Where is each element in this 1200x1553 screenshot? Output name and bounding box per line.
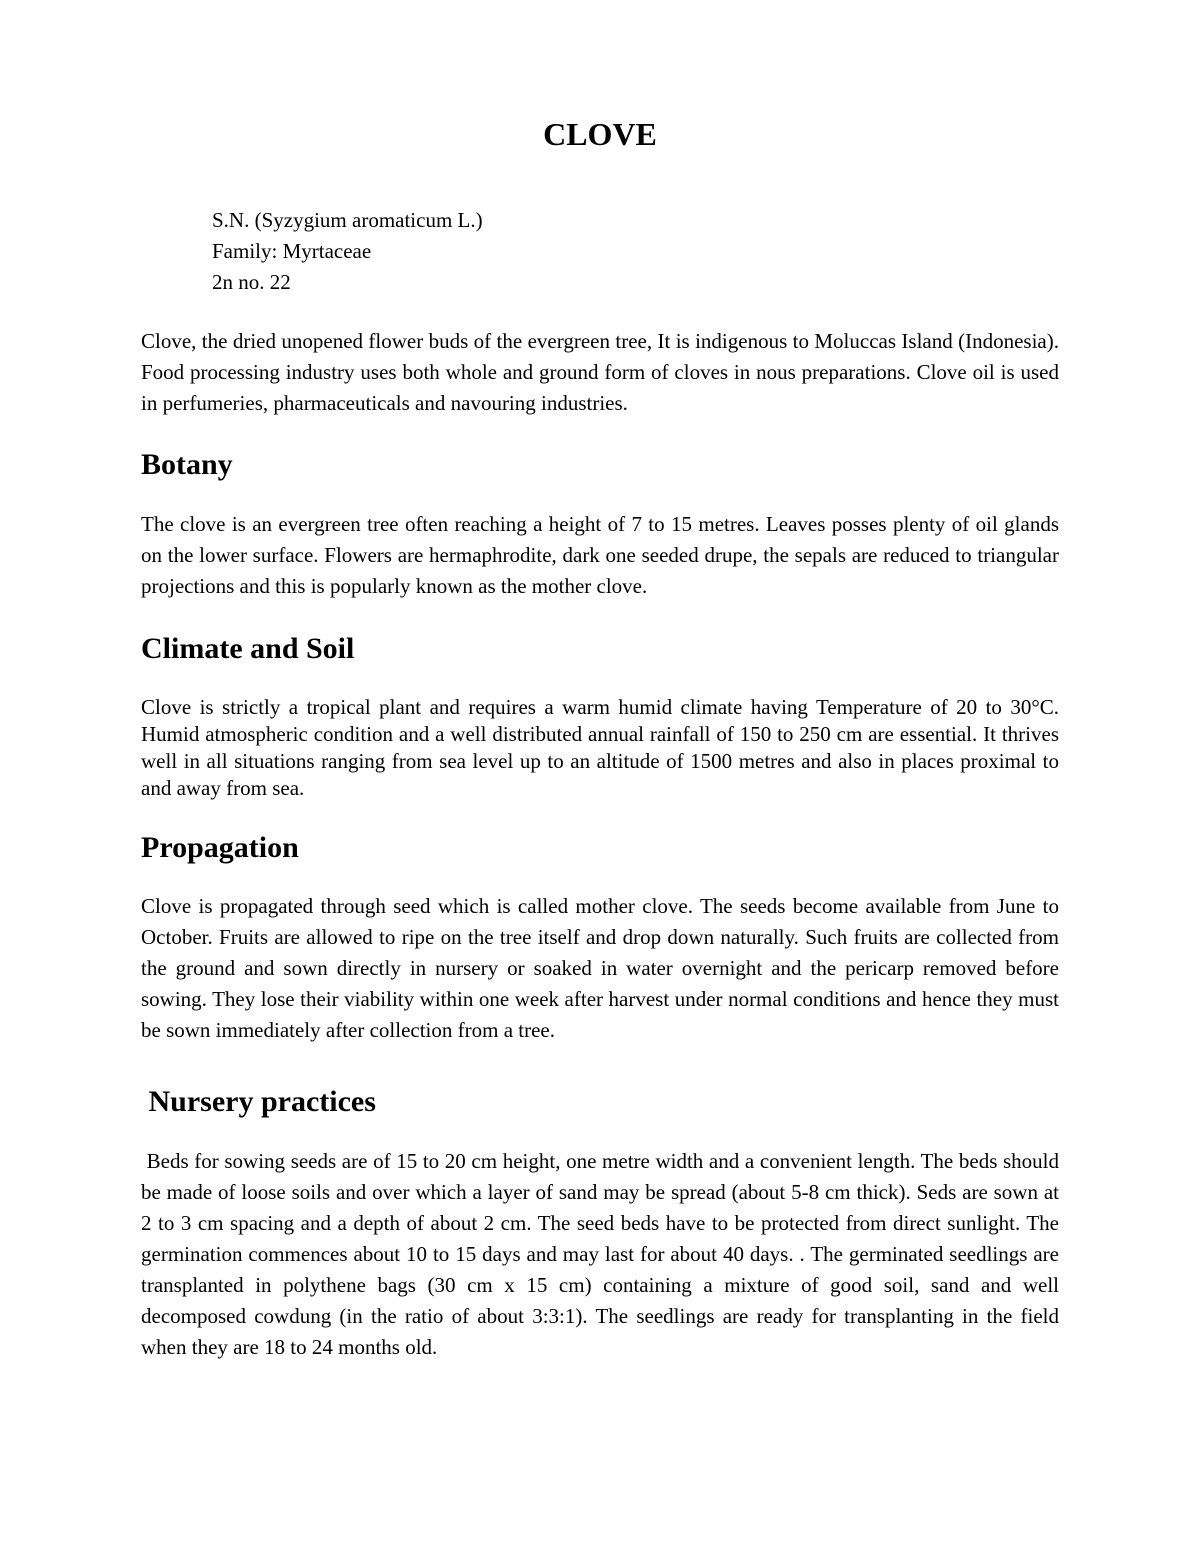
- intro-paragraph: Clove, the dried unopened flower buds of the evergreen tree, It is indigenous to Moluccas Island (Indonesia). Food processing industry uses both whole and ground form of cloves in nous preparations. Clove oil is used in perfumeries, pharmaceuticals and navouring industries.: [141, 329, 1059, 415]
- chromosome-number: 2n no. 22: [212, 270, 291, 294]
- climate-soil-paragraph: Clove is strictly a tropical plant and requires a warm humid climate having Temperature of 20 to 30°C. Humid atmospheric condition and a well distributed annual rainfall of 150 to 250 cm are essential. It thrives well in all situations ranging from sea level up to an altitude of 1500 metres and also in places proximal to and away from sea.: [141, 695, 1059, 800]
- nursery-practices-paragraph: Beds for sowing seeds are of 15 to 20 cm height, one metre width and a convenient length. The beds should be made of loose soils and over which a layer of sand may be spread (about 5-8 cm thick). Seds are sown at 2 to 3 cm spacing and a depth of about 2 cm. The seed beds have to be protected from direct sunlight. The germination commences about 10 to 15 days and may last for about 40 days. . The germinated seedlings are transplanted in polythene bags (30 cm x 15 cm) containing a mixture of good soil, sand and well decomposed cowdung (in the ratio of about 3:3:1). The seedlings are ready for transplanting in the field when they are 18 to 24 months old.: [141, 1149, 1065, 1359]
- species-info: [212, 205, 483, 298]
- heading-climate-soil: Climate and Soil: [141, 632, 355, 665]
- heading-propagation: Propagation: [141, 831, 299, 864]
- family-name: Family: Myrtaceae: [212, 239, 372, 263]
- heading-botany: Botany: [141, 448, 233, 481]
- page-title: CLOVE: [543, 116, 657, 152]
- propagation-paragraph: Clove is propagated through seed which is called mother clove. The seeds become available from June to October. Fruits are allowed to ripe on the tree itself and drop down naturally. Such fruits are collected from the ground and sown directly in nursery or soaked in water overnight and the pericarp removed before sowing. They lose their viability within one week after harvest under normal conditions and hence they must be sown immediately after collection from a tree.: [141, 894, 1059, 1042]
- botany-paragraph: The clove is an evergreen tree often reaching a height of 7 to 15 metres. Leaves posses plenty of oil glands on the lower surface. Flowers are hermaphrodite, dark one seeded drupe, the sepals are reduced to triangular projections and this is popularly known as the mother clove.: [141, 512, 1059, 598]
- heading-nursery-practices: Nursery practices: [141, 1085, 376, 1118]
- scientific-name: S.N. (Syzygium aromaticum L.): [212, 208, 483, 232]
